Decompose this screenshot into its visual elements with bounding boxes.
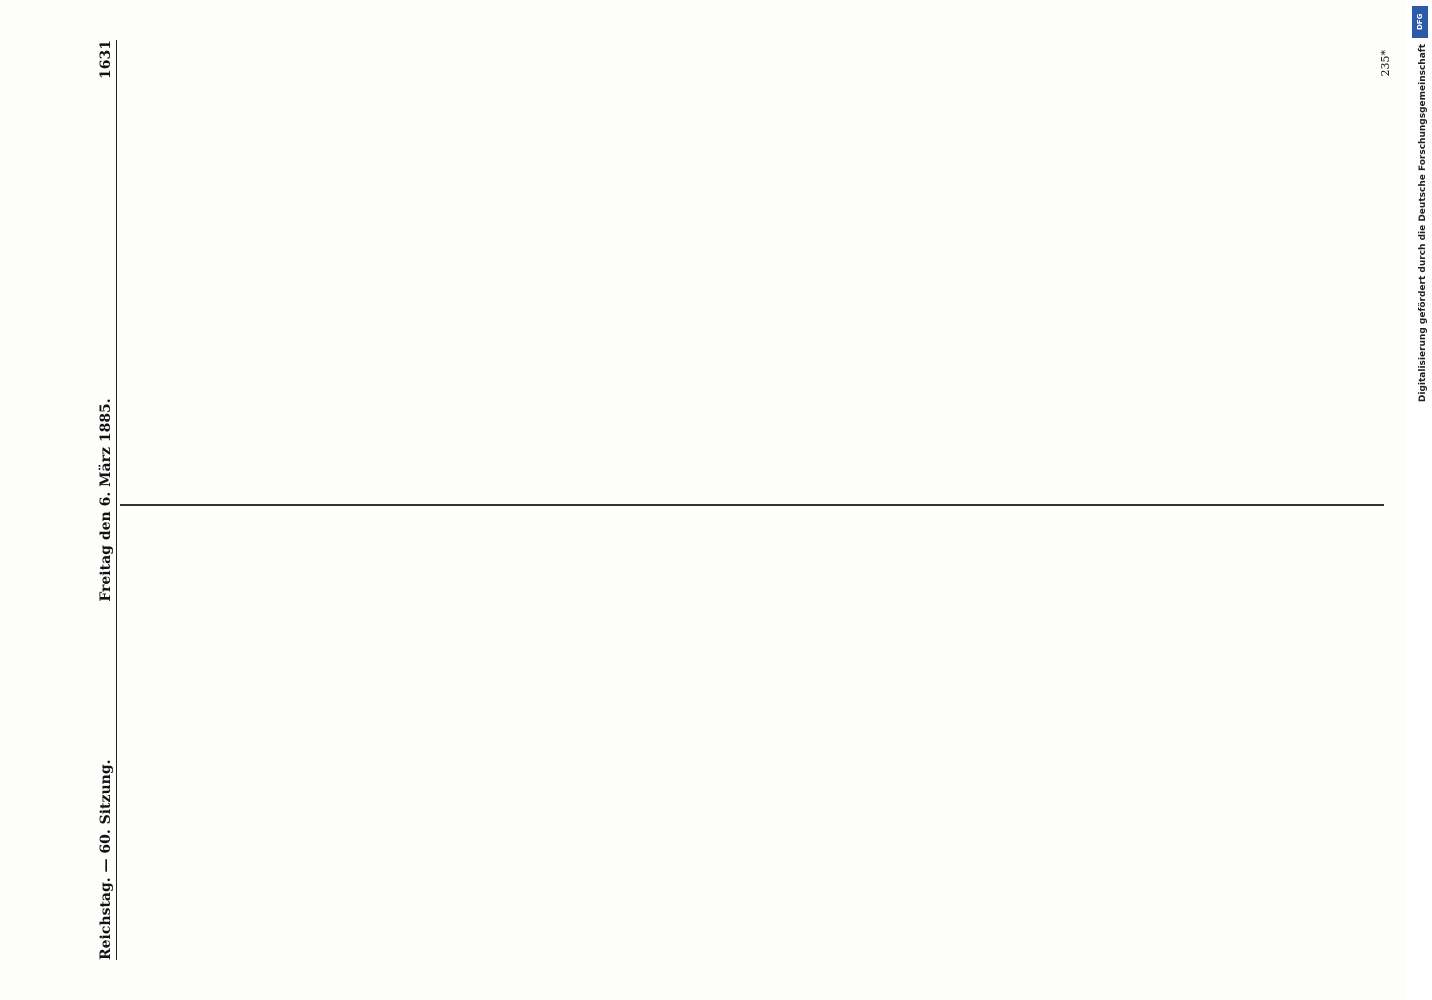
running-head-left: Reichstag. — 60. Sitzung. (98, 759, 114, 960)
dfg-caption: Digitalisierung gefördert durch die Deutsche Forschungsgemeinschaft (1418, 44, 1428, 403)
running-head-date: Freitag den 6. März 1885. (98, 398, 114, 602)
left-text-column (126, 520, 1376, 960)
right-text-column (126, 40, 1376, 490)
dfg-logo: DFG (1412, 6, 1428, 38)
running-head (92, 40, 117, 960)
dfg-side-strip (1406, 0, 1432, 1000)
rotated-newspaper-page (56, 10, 1396, 990)
signature-mark: 235* (1379, 50, 1392, 77)
column-divider (120, 505, 1384, 507)
page-number: 1631 (98, 40, 114, 79)
